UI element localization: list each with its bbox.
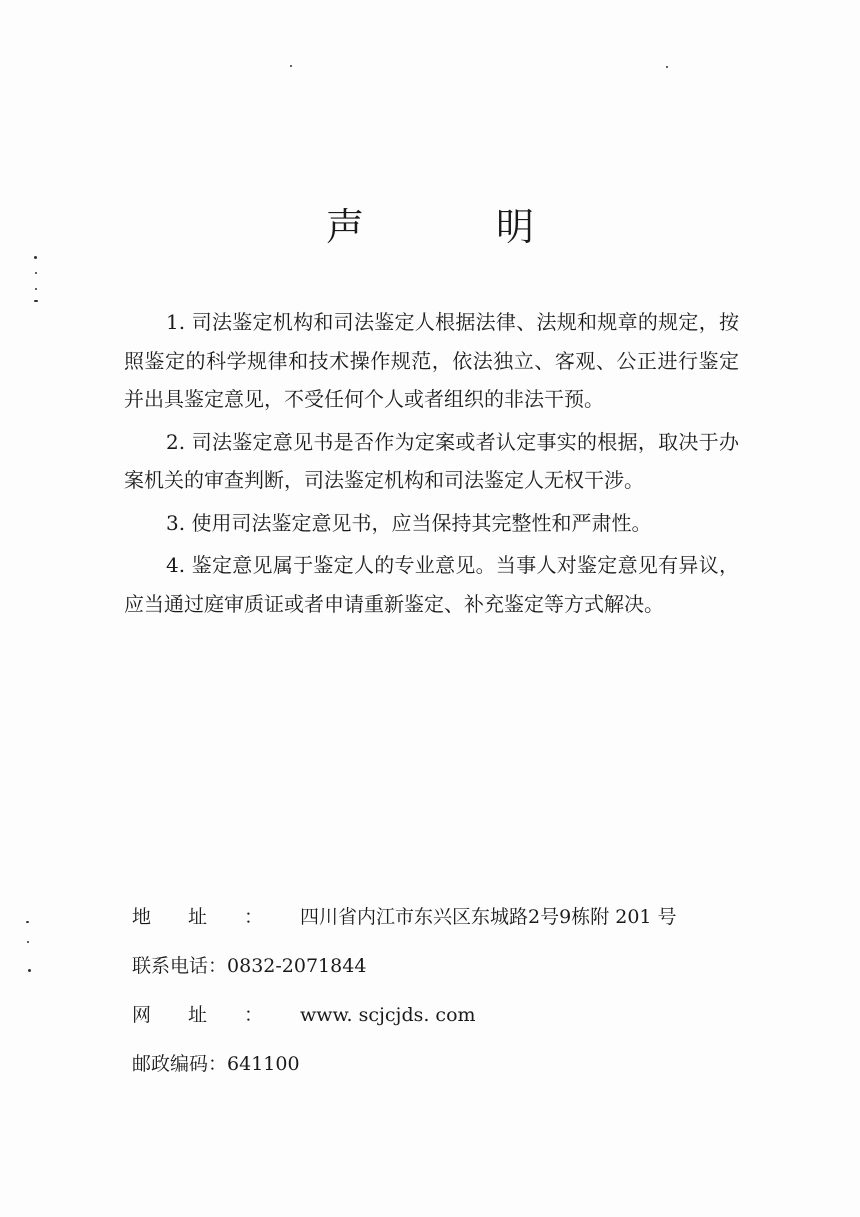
address-row [132,893,677,942]
declaration-body [124,303,739,627]
declaration-paragraph-2: 2. 司法鉴定意见书是否作为定案或者认定事实的根据，取决于办案机关的审查判断，司法鉴定机构和司法鉴定人无权干涉。 [124,429,739,492]
scan-speck [26,921,29,923]
phone-label: 联系电话： [132,955,228,977]
declaration-paragraph-1: 1. 司法鉴定机构和司法鉴定人根据法律、法规和规章的规定，按照鉴定的科学规律和技术操作规范，依法独立、客观、公正进行鉴定并出具鉴定意见，不受任何个人或者组织的非法干预。 [124,310,739,411]
page-title: 声 明 [325,205,595,249]
website-label: 网址： [132,1004,301,1026]
contact-block [132,893,677,1089]
postcode-row [132,1040,677,1089]
phone-row [132,942,677,991]
website-row [132,991,677,1040]
address-value: 四川省内江市东兴区东城路2号9栋附 201 号 [300,906,677,928]
scan-speck [290,65,292,67]
address-label: 地址： [132,906,301,928]
scan-speck [35,272,37,274]
scan-speck [35,288,37,290]
website-value: www. scjcjds. com [300,1004,476,1026]
postcode-value: 641100 [227,1053,300,1075]
declaration-paragraph-4: 4. 鉴定意见属于鉴定人的专业意见。当事人对鉴定意见有异议，应当通过庭审质证或者申请重新鉴定、补充鉴定等方式解决。 [124,553,739,616]
postcode-label: 邮政编码： [132,1053,228,1075]
phone-value: 0832-2071844 [227,955,367,977]
declaration-paragraph-3: 3. 使用司法鉴定意见书，应当保持其完整性和严肃性。 [166,510,652,535]
scan-speck [27,941,29,943]
scan-speck [34,256,37,259]
scan-speck [28,969,31,972]
scan-speck [34,300,38,302]
scan-speck [666,66,668,68]
